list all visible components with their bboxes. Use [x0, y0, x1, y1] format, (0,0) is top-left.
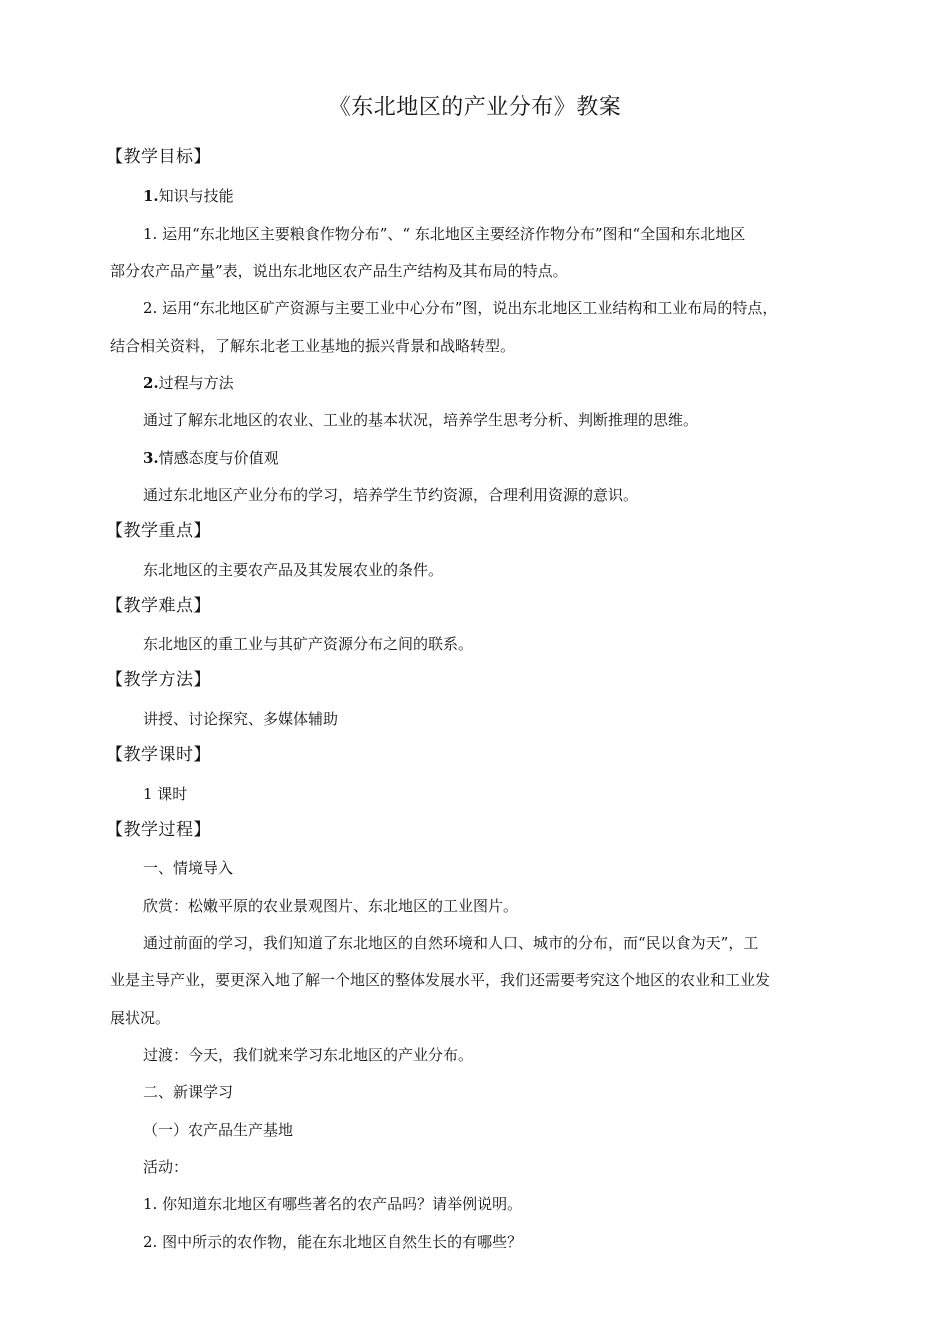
- sub-section-one: （一）农产品生产基地: [143, 1121, 294, 1139]
- document-title: 《东北地区的产业分布》教案: [328, 95, 622, 120]
- objectives-heading: 【教学目标】: [106, 147, 211, 167]
- methods-heading: 【教学方法】: [106, 670, 211, 690]
- transition-line: 过渡：今天，我们就来学习东北地区的产业分布。: [143, 1046, 474, 1064]
- periods-body: 1 课时: [143, 785, 188, 803]
- intro-title: 一、情境导入: [143, 859, 234, 877]
- question-2: 2. 图中所示的农作物，能在东北地区自然生长的有哪些？: [143, 1233, 523, 1251]
- methods-body: 讲授、讨论探究、多媒体辅助: [143, 710, 339, 728]
- emotion-number: 3.: [143, 449, 159, 467]
- key-points-heading: 【教学重点】: [106, 521, 211, 541]
- activity-label: 活动：: [143, 1158, 189, 1176]
- emotion-values-body: 通过东北地区产业分布的学习，培养学生节约资源，合理利用资源的意识。: [143, 486, 639, 504]
- knowledge-label: 知识与技能: [158, 187, 234, 205]
- appreciate-line: 欣赏：松嫩平原的农业景观图片、东北地区的工业图片。: [143, 897, 519, 915]
- process-heading: 【教学过程】: [106, 820, 211, 840]
- emotion-values-subheading: [143, 447, 279, 469]
- knowledge-skills-subheading: [143, 185, 234, 207]
- intro-paragraph-line-2: 业是主导产业，要更深入地了解一个地区的整体发展水平，我们还需要考究这个地区的农业和工业发: [110, 971, 771, 989]
- process-number: 2.: [143, 374, 159, 392]
- process-methods-body: 通过了解东北地区的农业、工业的基本状况，培养学生思考分析、判断推理的思维。: [143, 411, 699, 429]
- process-methods-subheading: [143, 372, 234, 394]
- process-label: 过程与方法: [158, 374, 234, 392]
- intro-paragraph-line-3: 展状况。: [110, 1009, 171, 1027]
- objective-2-line-1: 2. 运用“东北地区矿产资源与主要工业中心分布”图，说出东北地区工业结构和工业布局的特点，: [143, 299, 778, 317]
- knowledge-number: 1.: [143, 187, 159, 205]
- intro-paragraph-line-1: 通过前面的学习，我们知道了东北地区的自然环境和人口、城市的分布，而“民以食为天”，工: [143, 934, 759, 952]
- difficulties-heading: 【教学难点】: [106, 596, 211, 616]
- key-points-body: 东北地区的主要农产品及其发展农业的条件。: [143, 561, 444, 579]
- objective-2-line-2: 结合相关资料，了解东北老工业基地的振兴背景和战略转型。: [110, 337, 516, 355]
- question-1: 1. 你知道东北地区有哪些著名的农产品吗？请举例说明。: [143, 1195, 523, 1213]
- new-lesson-title: 二、新课学习: [143, 1083, 234, 1101]
- objective-1-line-2: 部分农产品产量”表，说出东北地区农产品生产结构及其布局的特点。: [110, 262, 568, 280]
- emotion-label: 情感态度与价值观: [158, 449, 279, 467]
- difficulties-body: 东北地区的重工业与其矿产资源分布之间的联系。: [143, 635, 474, 653]
- objective-1-line-1: 1. 运用“东北地区主要粮食作物分布”、“ 东北地区主要经济作物分布”图和“全国和东北地区: [143, 225, 746, 243]
- periods-heading: 【教学课时】: [106, 745, 211, 765]
